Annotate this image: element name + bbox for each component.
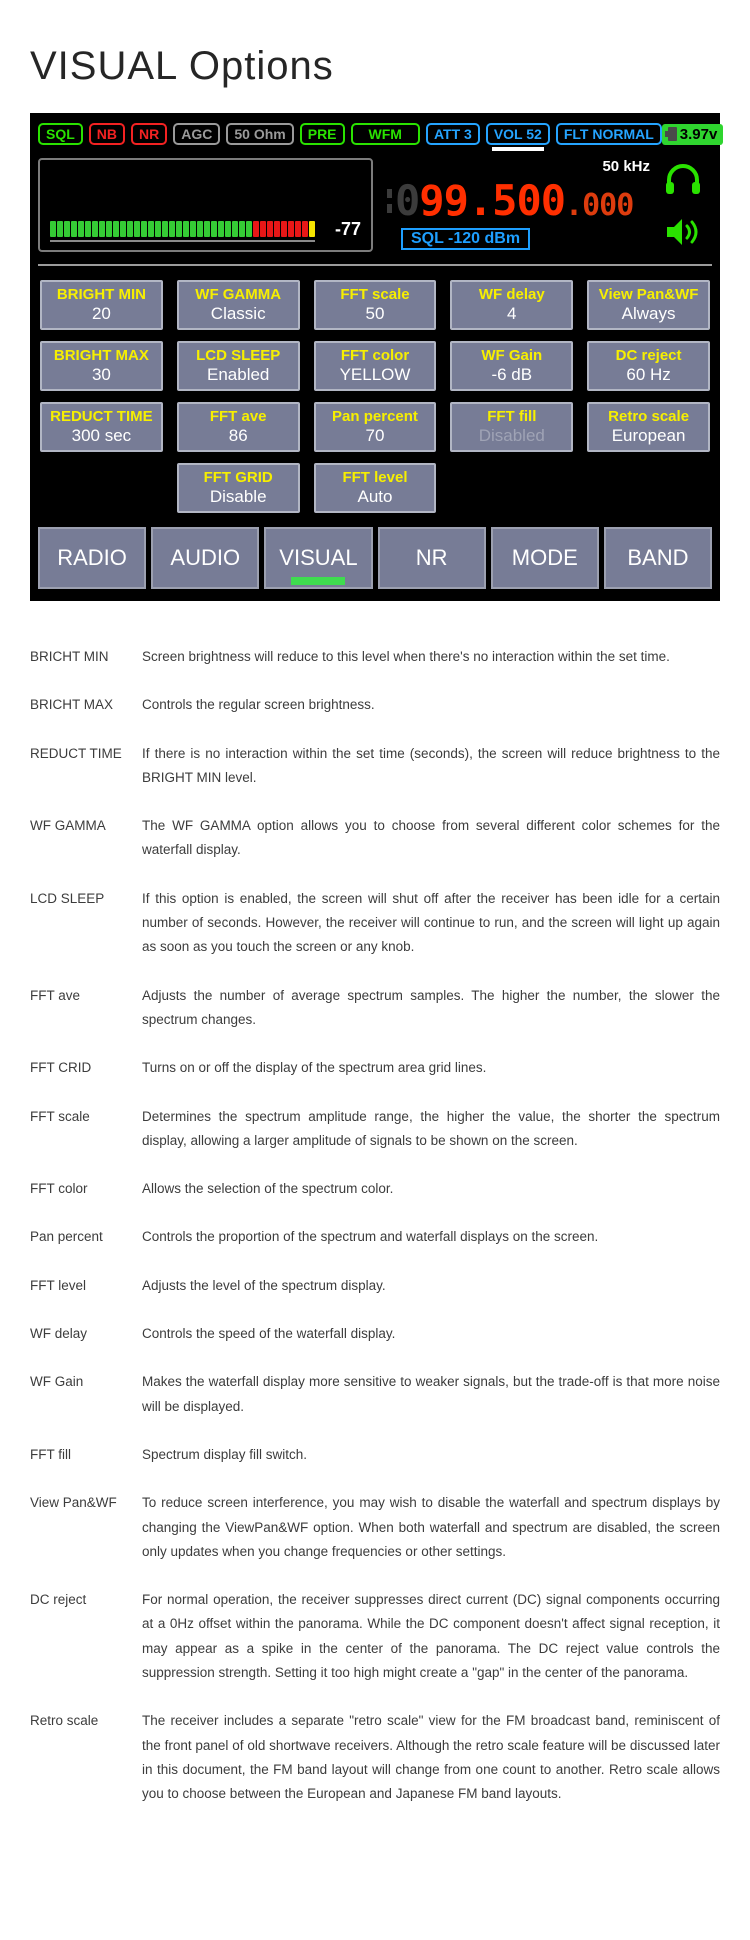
option-label: View Pan&WF — [598, 286, 699, 303]
glossary-description: To reduce screen interference, you may wish to disable the waterfall and spectrum displays by changing the ViewPan&WF option. When both waterfall and spectrum are disabled, the screen only updates when you change frequencies or other settings. — [142, 1495, 720, 1559]
menu-tab[interactable] — [151, 527, 259, 589]
status-badge[interactable] — [89, 123, 125, 145]
option-value: -6 dB — [491, 365, 533, 384]
s-meter-reading: -77 — [334, 219, 361, 239]
battery-icon — [668, 127, 677, 141]
ghost-separator — [387, 189, 392, 213]
option-value: 30 — [91, 365, 111, 384]
glossary-term: Retro scale — [30, 1713, 99, 1729]
option-button[interactable] — [314, 402, 437, 452]
option-button[interactable] — [450, 402, 573, 452]
glossary-term: FFT level — [30, 1277, 87, 1293]
glossary-description: Adjusts the level of the spectrum display. — [142, 1277, 386, 1293]
option-button[interactable] — [587, 402, 710, 452]
glossary-term: DC reject — [30, 1592, 87, 1608]
option-button[interactable] — [177, 341, 300, 391]
s-meter-segment — [197, 221, 203, 237]
tuning-step: 50 kHz — [602, 158, 650, 175]
s-meter-segment — [85, 221, 91, 237]
s-meter-segment — [78, 221, 84, 237]
glossary-term: WF delay — [30, 1326, 88, 1342]
option-label: FFT color — [340, 347, 410, 364]
status-badge-label: SQL — [46, 126, 75, 142]
glossary-row — [30, 1056, 720, 1080]
option-label: Pan percent — [332, 408, 418, 425]
menu-tab-label: VISUAL — [279, 545, 358, 570]
headphones-icon — [663, 160, 703, 196]
s-meter-segment — [267, 221, 273, 237]
option-value: 300 sec — [71, 426, 132, 445]
option-button[interactable] — [450, 280, 573, 330]
status-badge[interactable] — [173, 123, 220, 145]
glossary-row — [30, 1322, 720, 1346]
option-button[interactable] — [314, 280, 437, 330]
status-badge[interactable] — [38, 123, 83, 145]
status-badge[interactable] — [556, 123, 662, 145]
status-badge-label: NR — [139, 126, 160, 142]
option-button[interactable] — [177, 463, 300, 513]
option-label: BRIGHT MIN — [56, 286, 146, 303]
glossary-term: FFT ave — [30, 987, 81, 1003]
option-label: WF Gain — [481, 347, 543, 364]
menu-tab[interactable] — [378, 527, 486, 589]
glossary-row — [30, 1105, 720, 1154]
menu-tab[interactable] — [491, 527, 599, 589]
s-meter-bar — [50, 221, 315, 242]
s-meter-segment — [162, 221, 168, 237]
glossary-description: Allows the selection of the spectrum color. — [142, 1181, 394, 1197]
s-meter-segment — [211, 221, 217, 237]
s-meter-segment — [92, 221, 98, 237]
glossary-description: Controls the proportion of the spectrum and waterfall displays on the screen. — [142, 1229, 599, 1245]
option-value: Enabled — [207, 365, 270, 384]
glossary-row — [30, 814, 720, 863]
option-label: WF GAMMA — [195, 286, 282, 303]
glossary-row — [30, 1491, 720, 1564]
s-meter — [38, 158, 373, 252]
option-label: FFT scale — [340, 286, 410, 303]
status-badge[interactable] — [351, 123, 420, 145]
menu-tab-label: AUDIO — [170, 545, 241, 570]
glossary-description: Turns on or off the display of the spectrum area grid lines. — [142, 1060, 487, 1076]
glossary-description: The WF GAMMA option allows you to choose from several different color schemes for the waterfall display. — [142, 818, 720, 858]
s-meter-segment — [225, 221, 231, 237]
status-badges — [38, 123, 662, 145]
glossary-row — [30, 1274, 720, 1298]
option-value: 20 — [91, 304, 111, 323]
status-badge[interactable] — [426, 123, 480, 145]
s-meter-segment — [288, 221, 294, 237]
glossary-description: The receiver includes a separate "retro scale" view for the FM broadcast band, reminiscent of the front panel of old shortwave receivers. Although the retro scale feature will be discussed later in this document, the FM band layout will change from one count to another. Retro scale allows you to choose between the European and Japanese FM band layouts. — [142, 1713, 720, 1802]
option-button[interactable] — [40, 402, 163, 452]
glossary-term: REDUCT TIME — [30, 745, 122, 761]
frequency-main: 99.500 — [419, 176, 566, 225]
s-meter-segment — [232, 221, 238, 237]
menu-tab-label: MODE — [511, 545, 578, 570]
option-label: DC reject — [615, 347, 682, 364]
battery-indicator — [662, 124, 724, 145]
status-badge-label: FLT NORMAL — [563, 126, 654, 142]
receiver-screenshot — [30, 113, 720, 601]
glossary-description: Controls the regular screen brightness. — [142, 697, 375, 713]
glossary-term: BRICHT MIN — [30, 649, 109, 664]
frequency-sub: .000 — [565, 188, 634, 223]
glossary-term: WF GAMMA — [30, 818, 106, 834]
option-label: LCD SLEEP — [196, 347, 281, 364]
s-meter-segment — [274, 221, 280, 237]
glossary-term: FFT color — [30, 1181, 88, 1197]
audio-icons — [654, 158, 712, 252]
status-badge[interactable] — [226, 123, 293, 145]
s-meter-segment — [127, 221, 133, 237]
glossary-row — [30, 1443, 720, 1467]
menu-tab[interactable] — [604, 527, 712, 589]
s-meter-segment — [281, 221, 287, 237]
s-meter-segment — [71, 221, 77, 237]
glossary-term: BRICHT MAX — [30, 697, 114, 713]
panel-divider — [38, 264, 712, 266]
s-meter-segment — [204, 221, 210, 237]
visual-options-grid — [38, 280, 712, 513]
s-meter-segment — [50, 221, 56, 237]
option-button[interactable] — [177, 280, 300, 330]
s-meter-segment — [239, 221, 245, 237]
menu-tab-bar — [38, 527, 712, 589]
glossary-row — [30, 1177, 720, 1201]
menu-tab[interactable] — [38, 527, 146, 589]
glossary-row — [30, 1588, 720, 1685]
s-meter-segment — [120, 221, 126, 237]
status-badge[interactable] — [300, 123, 345, 145]
status-badge-label: AGC — [181, 126, 213, 142]
status-badge-label: VOL 52 — [493, 126, 542, 142]
s-meter-segment — [253, 221, 259, 237]
ghost-digit: 0 — [395, 176, 420, 225]
glossary-row — [30, 1370, 720, 1419]
glossary-row — [30, 984, 720, 1033]
glossary-description: If this option is enabled, the screen will shut off after the receiver has been idle for a certain number of seconds. However, the receiver will continue to run, and the screen will light up again as soon as you touch the screen or any knob. — [142, 890, 720, 955]
menu-tab-label: NR — [415, 545, 448, 570]
glossary-term: FFT scale — [30, 1108, 90, 1124]
glossary-row — [30, 1225, 720, 1249]
page-title: VISUAL Options — [30, 44, 334, 88]
battery-voltage: 3.97v — [679, 125, 718, 143]
s-meter-segment — [183, 221, 189, 237]
s-meter-segment — [99, 221, 105, 237]
option-label: FFT ave — [209, 408, 267, 425]
menu-tab[interactable] — [264, 527, 372, 589]
option-value: 60 Hz — [626, 365, 671, 384]
status-badge-label: WFM — [368, 126, 402, 142]
option-label: Retro scale — [608, 408, 690, 425]
option-value: YELLOW — [339, 365, 411, 384]
s-meter-segment — [64, 221, 70, 237]
glossary-description: Controls the speed of the waterfall display. — [142, 1326, 396, 1342]
menu-tab-label: BAND — [627, 545, 689, 570]
option-button[interactable] — [40, 280, 163, 330]
status-badge-label: 50 Ohm — [234, 126, 286, 142]
s-meter-segment — [141, 221, 147, 237]
frequency-display[interactable] — [373, 158, 654, 252]
option-value: 4 — [507, 304, 517, 323]
status-badge-label: ATT 3 — [433, 126, 472, 142]
s-meter-segment — [218, 221, 224, 237]
menu-tab-label: RADIO — [57, 545, 127, 570]
s-meter-segment — [155, 221, 161, 237]
glossary-description: Adjusts the number of average spectrum samples. The higher the number, the slower the spectrum changes. — [142, 987, 720, 1027]
s-meter-segment — [148, 221, 154, 237]
option-value: Auto — [357, 487, 393, 506]
option-button[interactable] — [314, 463, 437, 513]
option-value: Classic — [210, 304, 266, 323]
option-button[interactable] — [177, 402, 300, 452]
meter-frequency-row — [38, 158, 712, 252]
glossary — [30, 645, 720, 1807]
s-meter-segment — [134, 221, 140, 237]
option-button[interactable] — [587, 341, 710, 391]
option-value: European — [611, 426, 686, 445]
s-meter-segment — [113, 221, 119, 237]
status-badge[interactable] — [131, 123, 167, 145]
option-label: FFT GRID — [203, 469, 273, 486]
glossary-description: Makes the waterfall display more sensitive to weaker signals, but the trade-off is that more noise will be displayed. — [142, 1374, 720, 1414]
glossary-term: View Pan&WF — [30, 1495, 117, 1511]
glossary-term: FFT CRID — [30, 1060, 92, 1076]
glossary-description: Spectrum display fill switch. — [142, 1446, 308, 1462]
option-label: FFT fill — [487, 408, 537, 425]
glossary-description: Determines the spectrum amplitude range, the higher the value, the shorter the spectrum display, allowing a larger amplitude of signals to be shown on the screen. — [142, 1108, 720, 1148]
option-label: WF delay — [478, 286, 545, 303]
s-meter-segment — [176, 221, 182, 237]
s-meter-segment — [302, 221, 308, 237]
glossary-row — [30, 1709, 720, 1806]
option-label: BRIGHT MAX — [53, 347, 149, 364]
status-bar — [38, 123, 718, 145]
option-label: REDUCT TIME — [50, 408, 153, 425]
s-meter-segment — [246, 221, 252, 237]
glossary-term: FFT fill — [30, 1446, 71, 1462]
s-meter-segment — [57, 221, 63, 237]
glossary-description: Screen brightness will reduce to this level when there's no interaction within the set time. — [142, 649, 670, 664]
glossary-row — [30, 645, 720, 669]
frequency-digits — [387, 176, 654, 225]
glossary-description: If there is no interaction within the set time (seconds), the screen will reduce brightness to the BRIGHT MIN level. — [142, 745, 720, 785]
option-value: 70 — [365, 426, 385, 445]
speaker-icon — [665, 216, 701, 248]
status-badge-label: PRE — [307, 126, 337, 142]
glossary-row — [30, 693, 720, 717]
glossary-term: Pan percent — [30, 1229, 103, 1245]
glossary-term: WF Gain — [30, 1374, 84, 1390]
option-value: Disable — [209, 487, 267, 506]
glossary-term: LCD SLEEP — [30, 890, 105, 906]
option-button[interactable] — [450, 341, 573, 391]
s-meter-segment — [106, 221, 112, 237]
option-label: FFT level — [342, 469, 408, 486]
option-value: Always — [621, 304, 676, 323]
status-badge-label: NB — [96, 126, 118, 142]
glossary-row — [30, 742, 720, 791]
status-badge[interactable] — [486, 123, 550, 145]
option-value: 50 — [365, 304, 385, 323]
option-button[interactable] — [40, 341, 163, 391]
s-meter-segment — [190, 221, 196, 237]
option-value: Disabled — [478, 426, 545, 445]
s-meter-segment — [169, 221, 175, 237]
s-meter-segment — [260, 221, 266, 237]
s-meter-segment — [295, 221, 301, 237]
squelch-badge: SQL -120 dBm — [401, 228, 530, 250]
option-value: 86 — [228, 426, 248, 445]
option-button[interactable] — [314, 341, 437, 391]
glossary-description: For normal operation, the receiver suppresses direct current (DC) signal components occurring at a 0Hz offset within the panorama. While the DC component doesn't affect signal reception, it may appear as a spike in the center of the panorama. The DC reject value controls the suppression strength. Setting it too high might create a "gap" in the center of the panorama. — [142, 1592, 720, 1681]
glossary-row — [30, 887, 720, 960]
s-meter-bar-row — [50, 219, 361, 242]
option-button[interactable] — [587, 280, 710, 330]
